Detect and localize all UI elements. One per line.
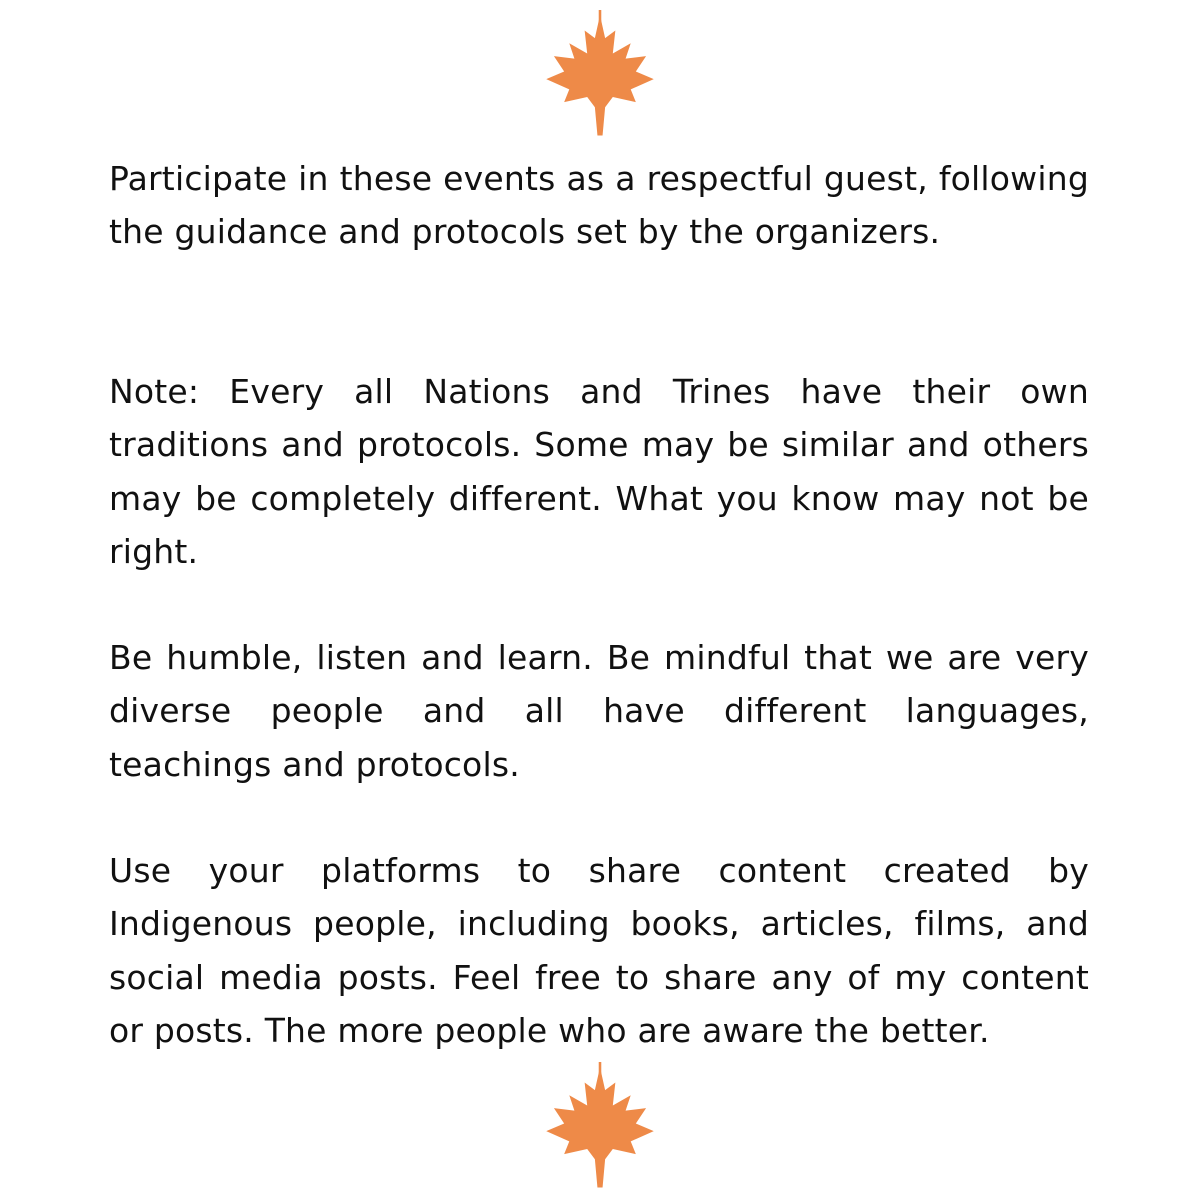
paragraph-be-humble: Be humble, listen and learn. Be mindful that we are very diverse people and all have different languages, teachings and protocols. [109, 638, 1089, 784]
paragraph-participate: Participate in these events as a respectful guest, following the guidance and protocols set by the organizers. [109, 159, 1089, 252]
maple-leaf-icon [536, 10, 664, 138]
paragraph-note: Note: Every all Nations and Trines have their own traditions and protocols. Some may be similar and others may be completely different. What you know may not be right. [109, 372, 1089, 572]
maple-leaf-icon [536, 1062, 664, 1190]
paragraph-use-platforms: Use your platforms to share content created by Indigenous people, including books, articles, films, and social media posts. Feel free to share any of my content or posts. The more people who are aware the better. [109, 851, 1089, 1051]
